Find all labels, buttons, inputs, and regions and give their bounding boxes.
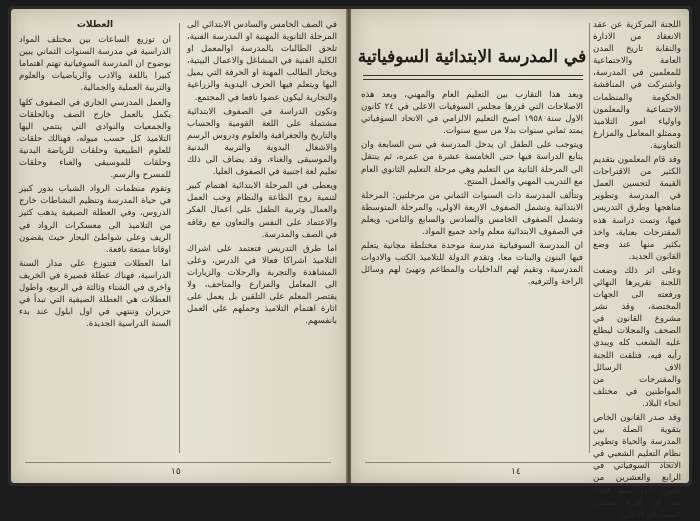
paragraph: وتتألف المدرسة ذات السنوات الثماني من مرحلتين: المرحلة الابتدائية وتشمل الصفوف الاربعة الاولى، والمرحلة المتوسطة وتشمل الصفوف الخامس والسادس والسابع والثامن، ويعلم في الصفوف الابتدائية معلم واحد جميع المواد. [361,190,583,238]
paragraph: وتقوم منظمات الرواد الشباب بدور كبير في حياة المدرسة وتنظيم النشاطات خارج الدروس، وفي العطلة الصيفية يذهب كثير من التلاميذ الى معسكرات الرواد في الريف وعلى شواطئ البحار حيث يقضون اوقاتا ممتعة نافعة. [19,184,171,255]
section-heading: العطلات [76,20,114,30]
paragraph: ويعطى في المرحلة الابتدائية اهتمام كبير لتنمية روح الطاعة والنظام وحب العمل والعمال وتربية الطفل على اعمال الفكر والاعتماد على النفس والتعاون مع رفاقه في الصف والمدرسة. [187,181,337,240]
paragraph: وعلى اثر ذلك وضعت اللجنة تقريرها النهائي ورفعته الى الجهات المختصة، وقد نشر مشروع القانون في الصحف والمجلات ليطلع عليه الشعب كله ويبدي رأيه فيه، فتلقت اللجنة الاف الرسائل والمقترحات من المواطنين في مختلف انحاء البلاد. [593,265,681,409]
left-page-column-right [187,19,337,459]
column-divider [589,23,590,453]
page-number: ١٥ [171,467,181,477]
right-page-column-right [593,19,681,520]
paragraph: وبعد هذا التقارب بين التعليم العام والمهني، وبعد هذه الاصلاحات التي قررها مجلس السوفيات الاعلى في ٢٤ كانون الاول سنة ١٩٥٨ اصبح التعليم الالزامي في الاتحاد السوفياتي يمتد ثماني سنوات بدلا من سبع سنوات. [361,90,584,137]
right-page [351,9,689,520]
paragraph: وقد صدر القانون الخاص بتقوية الصلة بين المدرسة والحياة وتطوير نظام التعليم الشعبي في الاتحاد السوفياتي في الرابع والعشرين من كانون الاول سنة ١٩٥٨ بعد ان اقره مجلس السوفيات الاعلى. [593,413,681,520]
page-number: ١٤ [511,467,521,477]
title-rule [363,75,583,76]
column-divider [179,23,180,453]
paragraph: ان المدرسة السوفياتية مدرسة موحدة مختلطة مجانية يتعلم فيها البنون والبنات معا، وتقدم الدولة للتلاميذ الكتب والادوات المدرسية، وتقيم لهم الداخليات والمطاعم وتهيئ لهم وسائل الراحة والترفيه. [361,241,583,288]
footer-rule [365,462,675,463]
left-page [11,9,347,483]
paragraph: والعمل المدرسي الجاري في الصفوف كلها يكمل بالعمل خارج الصف وبالحلقات والجمعيات والنوادي التي ينتمي اليها التلاميذ كل حسب ميوله، فهنالك حلقات للعلوم الطبيعية وحلقات للرياضة البدنية وحلقات للموسيقى والغناء وحلقات للمسرح والرسم. [19,97,171,181]
left-page-column-left [19,19,171,459]
book-spread [8,6,692,520]
paragraph: اللجنة المركزية عن عقد الانعقاد من الادارة والنقابة تاريخ المدن العامة والاجتماعية للمعلمين في المدرسة، واشتركت في المناقشة الحكومة والمنظمات الاجتماعية والمعلمون واولياء امور التلاميذ وممثلو المعامل والمزارع التعاونية. [593,20,681,151]
footer-rule [25,462,331,463]
title-rule [363,79,583,80]
right-page-column-left [361,89,583,459]
paragraph: ويتوجب على الطفل ان يدخل المدرسة في سن السابعة وان يتابع الدراسة فيها حتى الخامسة عشرة من عمره، ثم ينتقل الى المرحلة الثانية من التعليم وهي مرحلة التعليم الثانوي العام مع التدريب المهني والعمل المنتج. [361,140,583,187]
paragraph: ان توزيع الساعات بين مختلف المواد الدراسية في مدرسة السنوات الثماني يبين بوضوح ان المدرسة السوفياتية تهتم اهتماما كبيرا باللغة والادب والرياضيات والعلوم والتربية العملية والجمالية. [19,35,171,94]
paragraph: اما طرق التدريس فتعتمد على اشراك التلاميذ اشراكا فعالا في الدرس، وعلى المشاهدة والتجربة والرحلات والزيارات الى المعامل والمزارع والمتاحف، ولا يقتصر المعلم على التلقين بل يعمل على اثارة اهتمام التلاميذ وحملهم على العمل بانفسهم. [187,243,337,327]
article-title: في المدرسة الابتدائية السوفياتية [357,47,587,67]
paragraph: اما العطلات فتتوزع على مدار السنة الدراسية، فهناك عطلة قصيرة في الخريف واخرى في الشتاء وثالثة في الربيع، واطول العطلات هي العطلة الصيفية التي تبدأ في حزيران وتنتهي في اول ايلول عند بدء السنة الدراسية الجديدة. [19,258,171,330]
paragraph: وتكون الدراسة في الصفوف الابتدائية مشتملة على اللغة القومية والحساب والتاريخ والجغرافية والعلوم ودروس الرسم والاشغال اليدوية والتربية البدنية والموسيقى والغناء، وقد يضاف الى ذلك تعليم لغة اجنبية في الصفوف العليا. [186,106,337,178]
paragraph: في الصف الخامس والسادس الابتدائي الى المرحلة الثانوية المهنية او المدرسة الفنية، تلحق الطالبات بالمدرسة اوالمعمل او الكلية الفنية في المشاغل والاعمال البيتية، ويختار الطالب المهنة او الحرفة التي يميل اليها ويتعلم فيها الحرف اليدوية والزراعية والتجارية ليكون عضوا نافعا في المجتمع. [187,20,337,103]
paragraph: وقد قام المعلمون بتقديم الكثير من الاقتراحات القيمة لتحسين العمل في المدرسة وتطوير مناهجها وطرق التدريس فيها، وتمت دراسة هذه المقترحات بعناية، واخذ بكثير منها عند وضع القانون الجديد. [593,155,681,262]
